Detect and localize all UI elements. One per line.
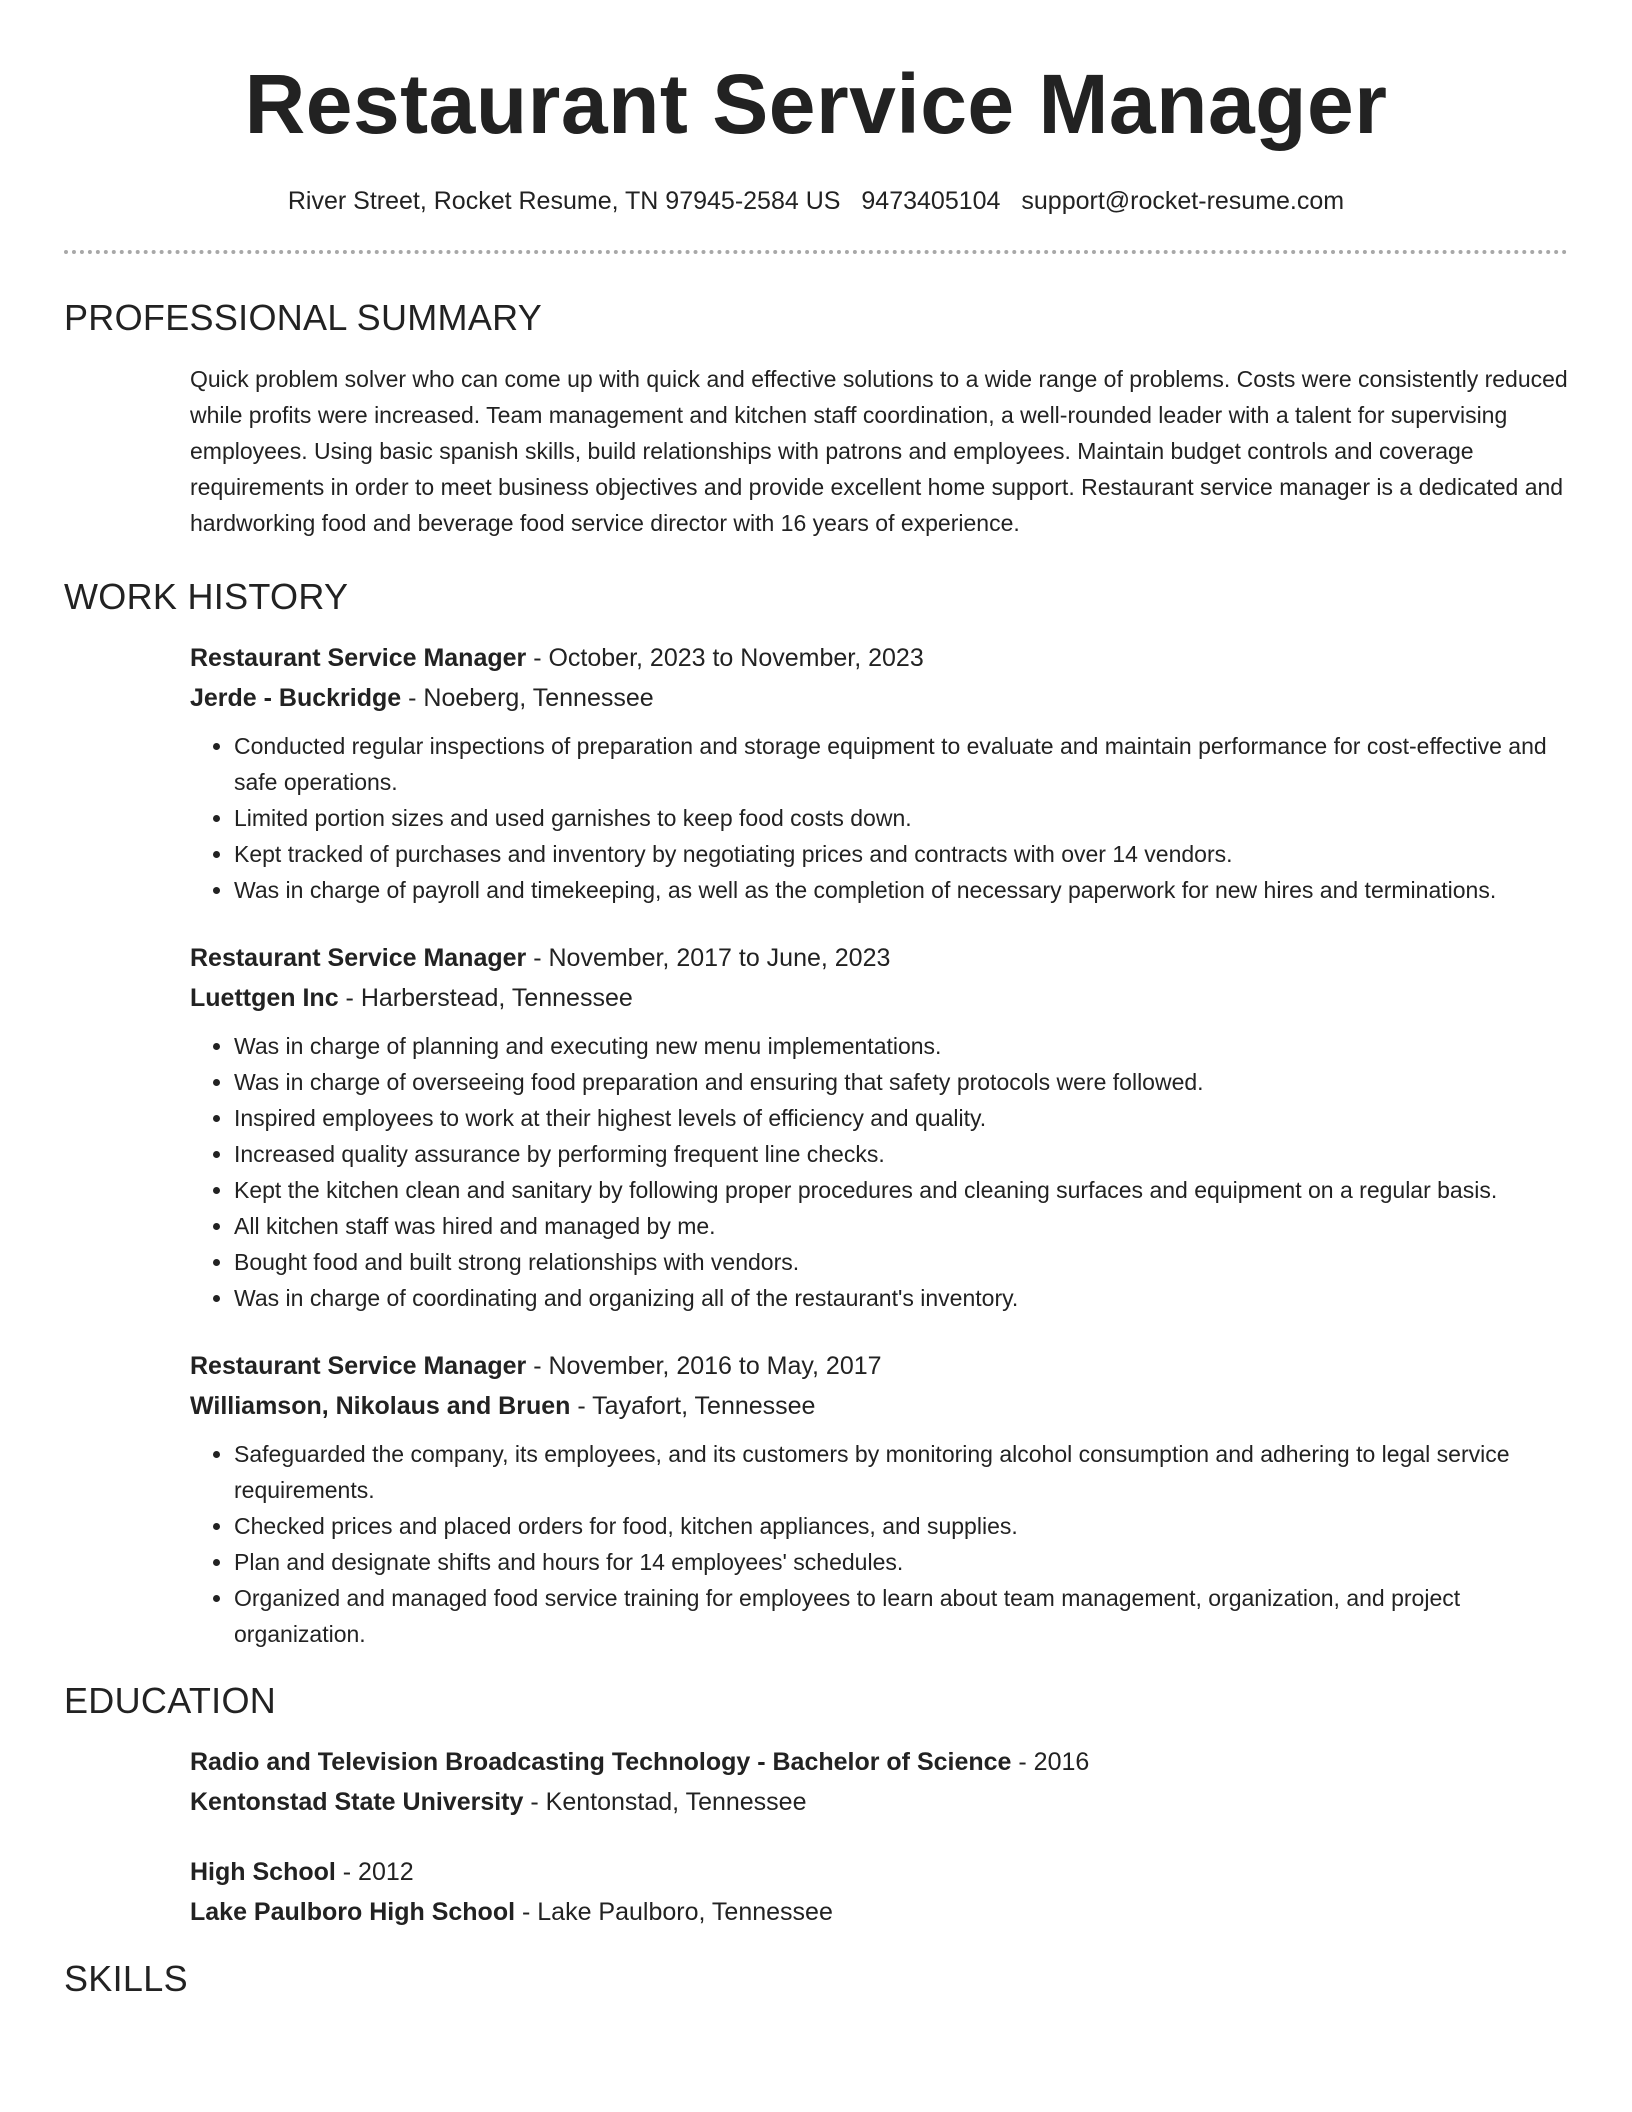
job-bullet: • Kept the kitchen clean and sanitary by following proper procedures and cleaning surfaces and equipment on a regular basis. [234, 1172, 1568, 1208]
header-divider [64, 250, 1568, 254]
job-bullet: • Was in charge of payroll and timekeeping, as well as the completion of necessary paperwork for new hires and terminations. [234, 872, 1568, 908]
job-bullet: • Organized and managed food service training for employees to learn about team management, organization, and project organization. [234, 1580, 1568, 1652]
job-bullet: • Plan and designate shifts and hours for 14 employees' schedules. [234, 1544, 1568, 1580]
education-entry [190, 1742, 1568, 1822]
job-position: Restaurant Service Manager [190, 1352, 527, 1380]
job-entry [190, 938, 1568, 1316]
education-entry [190, 1852, 1568, 1932]
job-company: Jerde - Buckridge [190, 684, 402, 712]
job-entry [190, 1346, 1568, 1652]
work-history-section [190, 638, 1568, 1652]
education-degree: High School [190, 1858, 336, 1886]
job-location: - Noeberg, Tennessee [401, 684, 654, 712]
education-school-line [190, 1782, 1568, 1822]
education-degree: Radio and Television Broadcasting Technology - Bachelor of Science [190, 1748, 1012, 1776]
job-entry [190, 638, 1568, 908]
education-degree-line [190, 1742, 1568, 1782]
job-bullet: • Safeguarded the company, its employees, and its customers by monitoring alcohol consumption and adhering to legal service requirements. [234, 1436, 1568, 1508]
education-year: - 2012 [335, 1858, 414, 1886]
job-bullet: • Limited portion sizes and used garnishes to keep food costs down. [234, 800, 1568, 836]
job-bullet: • All kitchen staff was hired and managed by me. [234, 1208, 1568, 1244]
contact-line [64, 186, 1568, 216]
section-title-work-history: WORK HISTORY [64, 576, 349, 617]
job-bullet: • Bought food and built strong relationships with vendors. [234, 1244, 1568, 1280]
education-school: Lake Paulboro High School [190, 1898, 516, 1926]
job-bullets [190, 1436, 1568, 1652]
job-bullet: • Kept tracked of purchases and inventory by negotiating prices and contracts with over 14 vendors. [234, 836, 1568, 872]
job-title-line [190, 638, 1568, 678]
resume-name: Restaurant Service Manager [244, 57, 1388, 151]
education-year: - 2016 [1011, 1748, 1090, 1776]
education-school-line [190, 1892, 1568, 1932]
contact-address: River Street, Rocket Resume, TN 97945-2584 US [287, 187, 841, 215]
contact-phone: 9473405104 [861, 187, 1001, 215]
resume-page [64, 0, 1568, 2000]
job-position: Restaurant Service Manager [190, 644, 527, 672]
job-company-line [190, 1386, 1568, 1426]
summary-section [190, 361, 1568, 541]
job-title-line [190, 938, 1568, 978]
job-bullet: • Inspired employees to work at their highest levels of efficiency and quality. [234, 1100, 1568, 1136]
education-school: Kentonstad State University [190, 1788, 524, 1816]
section-title-skills: SKILLS [64, 1958, 188, 1999]
job-company: Williamson, Nikolaus and Bruen [190, 1392, 571, 1420]
job-company-line [190, 978, 1568, 1018]
job-dates: - November, 2017 to June, 2023 [526, 944, 891, 972]
job-location: - Harberstead, Tennessee [338, 984, 633, 1012]
job-bullet: • Increased quality assurance by performing frequent line checks. [234, 1136, 1568, 1172]
section-title-education: EDUCATION [64, 1680, 277, 1721]
job-bullet: • Was in charge of coordinating and organizing all of the restaurant's inventory. [234, 1280, 1568, 1316]
job-position: Restaurant Service Manager [190, 944, 527, 972]
job-bullets [190, 728, 1568, 908]
job-bullet: • Checked prices and placed orders for food, kitchen appliances, and supplies. [234, 1508, 1568, 1544]
section-title-summary: PROFESSIONAL SUMMARY [64, 297, 543, 338]
education-section [190, 1742, 1568, 1932]
job-bullet: • Was in charge of planning and executing new menu implementations. [234, 1028, 1568, 1064]
job-dates: - October, 2023 to November, 2023 [526, 644, 924, 672]
job-title-line [190, 1346, 1568, 1386]
job-company-line [190, 678, 1568, 718]
education-location: - Lake Paulboro, Tennessee [515, 1898, 833, 1926]
job-company: Luettgen Inc [190, 984, 339, 1012]
job-dates: - November, 2016 to May, 2017 [526, 1352, 882, 1380]
job-location: - Tayafort, Tennessee [570, 1392, 816, 1420]
education-degree-line [190, 1852, 1568, 1892]
job-bullets [190, 1028, 1568, 1316]
summary-text: Quick problem solver who can come up with quick and effective solutions to a wide range of problems. Costs were consistently reduced while profits were increased. Team management and kitchen staff coordination, a well-rounded leader with a talent for supervising employees. Using basic spanish skills, build relationships with patrons and employees. Maintain budget controls and coverage requirements in order to meet business objectives and provide excellent home support. Restaurant service manager is a dedicated and hardworking food and beverage food service director with 16 years of experience. [190, 366, 1568, 536]
education-location: - Kentonstad, Tennessee [523, 1788, 807, 1816]
job-bullet: • Conducted regular inspections of preparation and storage equipment to evaluate and maintain performance for cost-effective and safe operations. [234, 728, 1568, 800]
contact-email: support@rocket-resume.com [1021, 187, 1345, 215]
job-bullet: • Was in charge of overseeing food preparation and ensuring that safety protocols were followed. [234, 1064, 1568, 1100]
